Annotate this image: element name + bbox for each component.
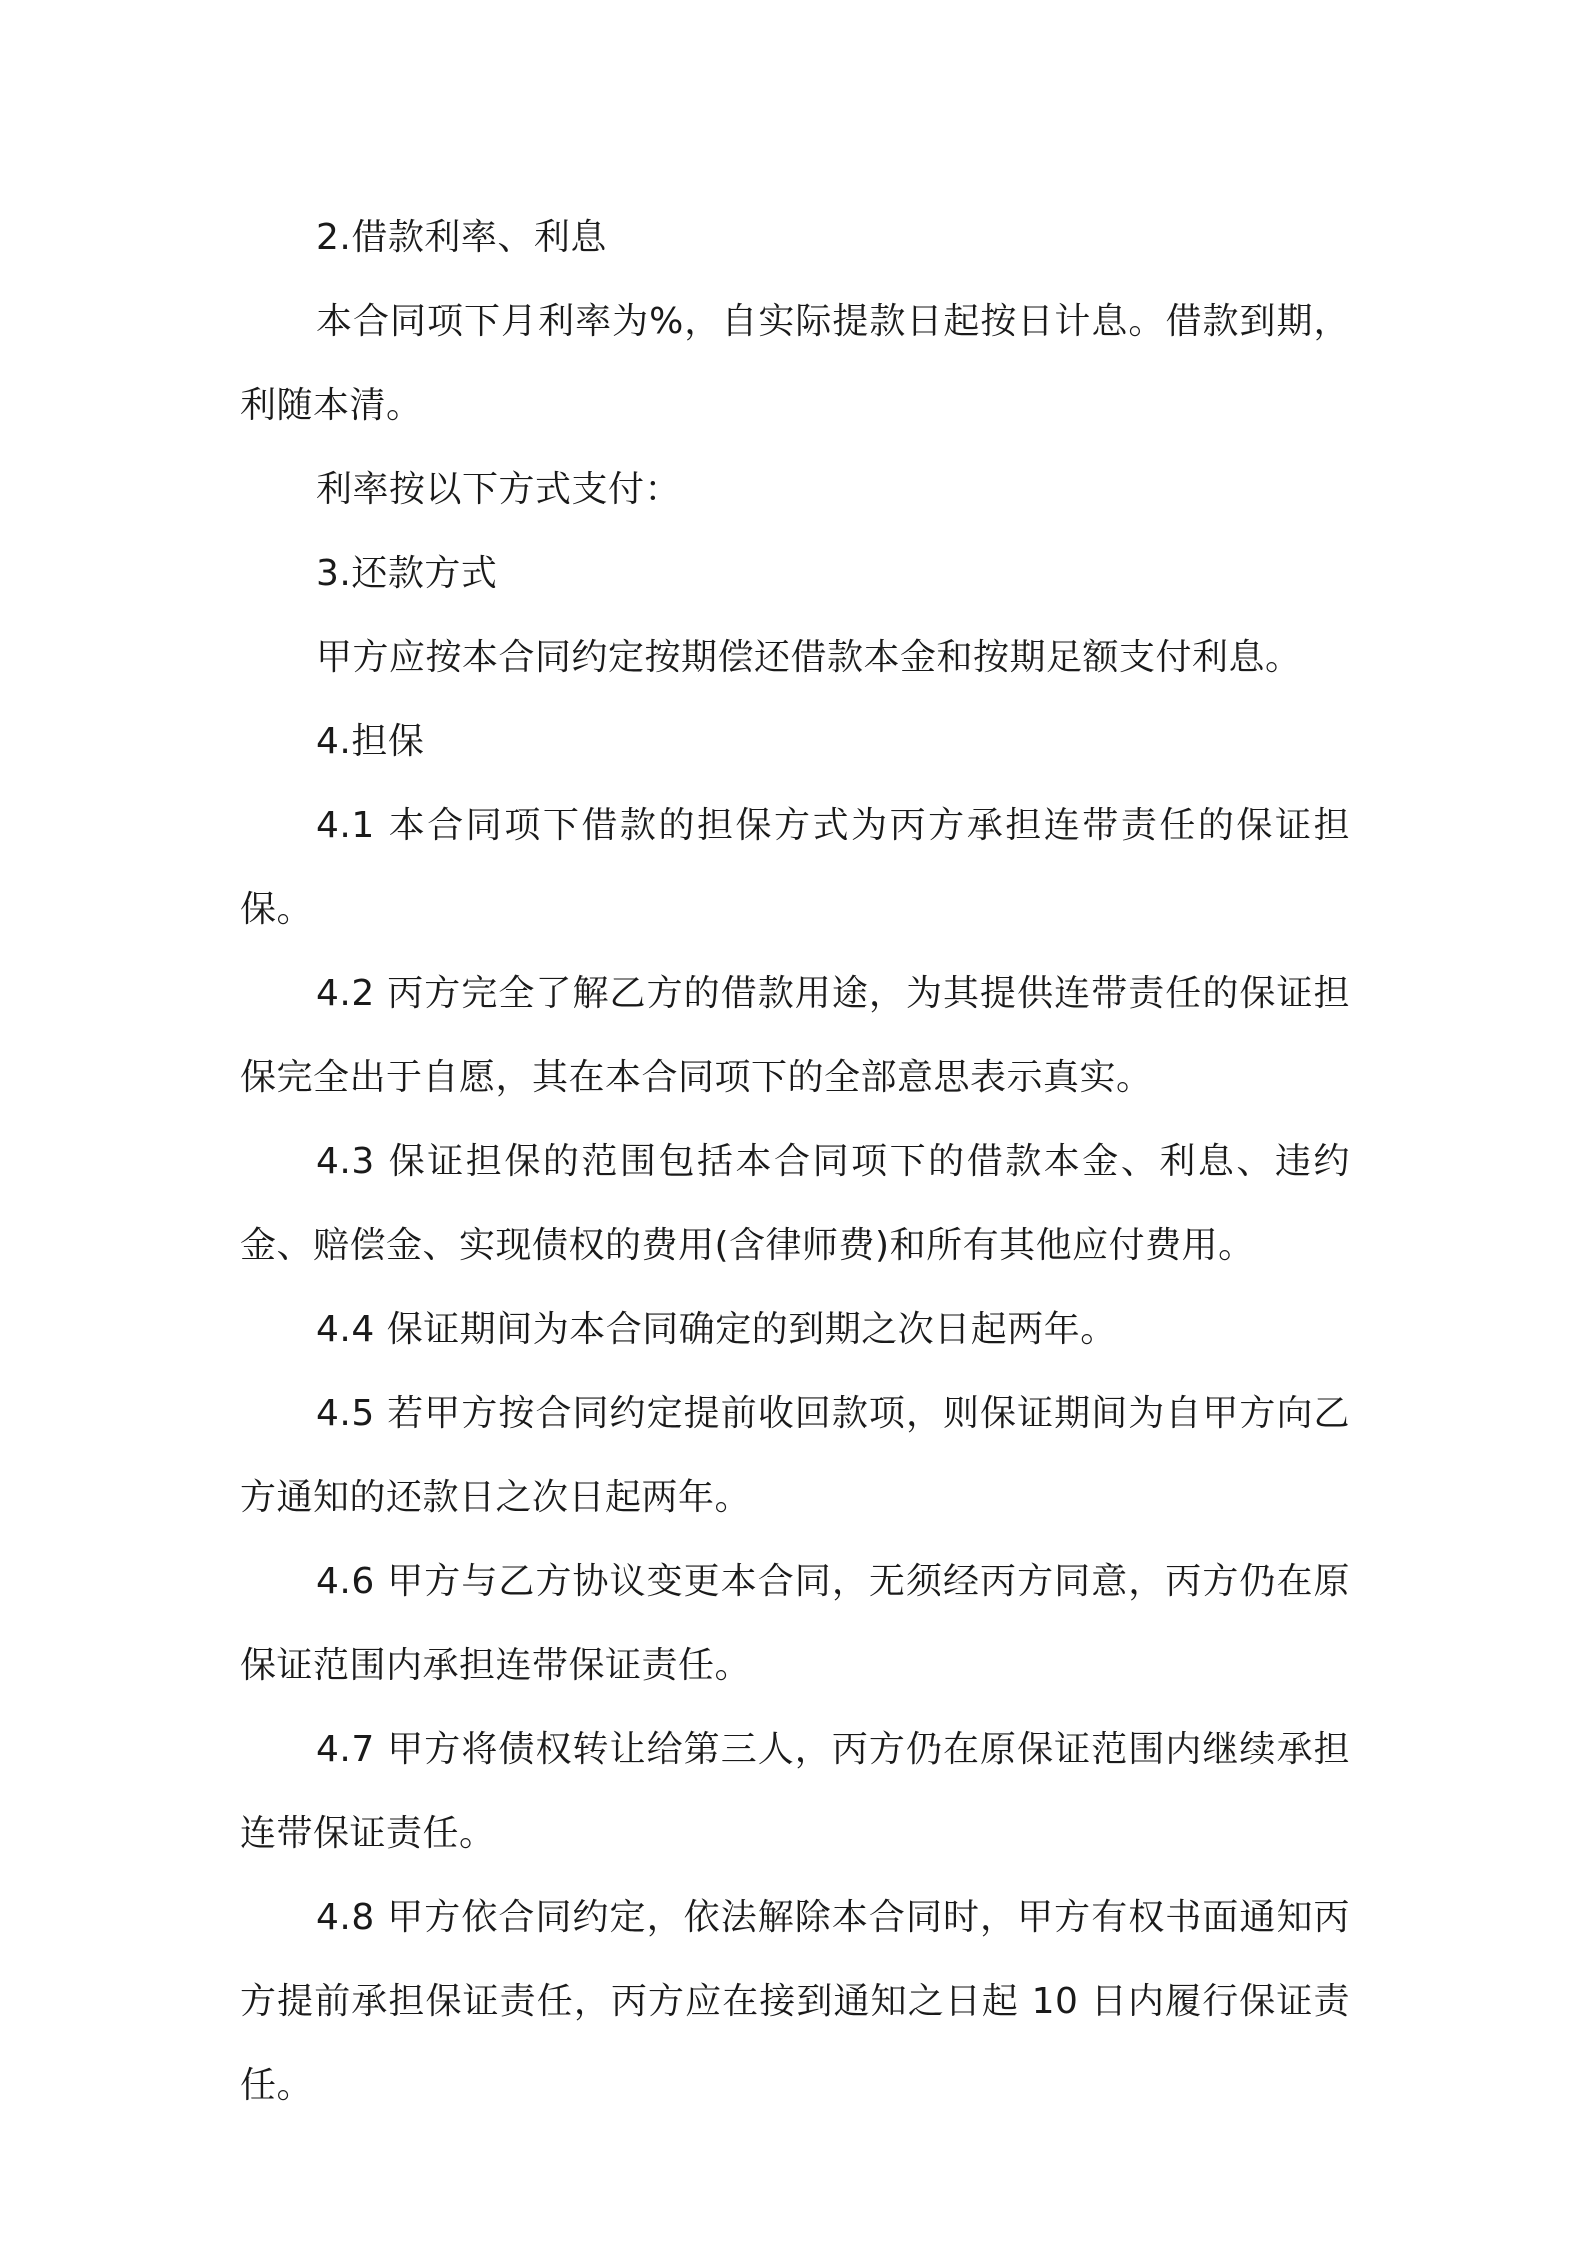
clause-4-3: 4.3 保证担保的范围包括本合同项下的借款本金、利息、违约金、赔偿金、实现债权的费用(含律师费)和所有其他应付费用。 (240, 1141, 1350, 1266)
interest-rate-paragraph: 本合同项下月利率为%，自实际提款日起按日计息。借款到期，利随本清。 (240, 301, 1350, 426)
section-2-heading: 2.借款利率、利息 (316, 217, 607, 258)
clause-4-4: 4.4 保证期间为本合同确定的到期之次日起两年。 (316, 1309, 1117, 1350)
payment-method-paragraph: 利率按以下方式支付： (316, 469, 682, 510)
repayment-paragraph: 甲方应按本合同约定按期偿还借款本金和按期足额支付利息。 (316, 637, 1302, 678)
clause-4-7: 4.7 甲方将债权转让给第三人，丙方仍在原保证范围内继续承担连带保证责任。 (240, 1729, 1350, 1854)
clause-4-8: 4.8 甲方依合同约定，依法解除本合同时，甲方有权书面通知丙方提前承担保证责任，丙方应在接到通知之日起 10 日内履行保证责任。 (240, 1897, 1350, 2106)
section-3-heading: 3.还款方式 (316, 553, 498, 594)
clause-4-1: 4.1 本合同项下借款的担保方式为丙方承担连带责任的保证担保。 (240, 805, 1350, 930)
section-4-heading: 4.担保 (316, 721, 425, 762)
clause-4-6: 4.6 甲方与乙方协议变更本合同，无须经丙方同意，丙方仍在原保证范围内承担连带保证责任。 (240, 1561, 1350, 1686)
clause-4-5: 4.5 若甲方按合同约定提前收回款项，则保证期间为自甲方向乙方通知的还款日之次日起两年。 (240, 1393, 1350, 1518)
clause-4-2: 4.2 丙方完全了解乙方的借款用途，为其提供连带责任的保证担保完全出于自愿，其在本合同项下的全部意思表示真实。 (240, 973, 1350, 1098)
document-body (240, 196, 1350, 2128)
